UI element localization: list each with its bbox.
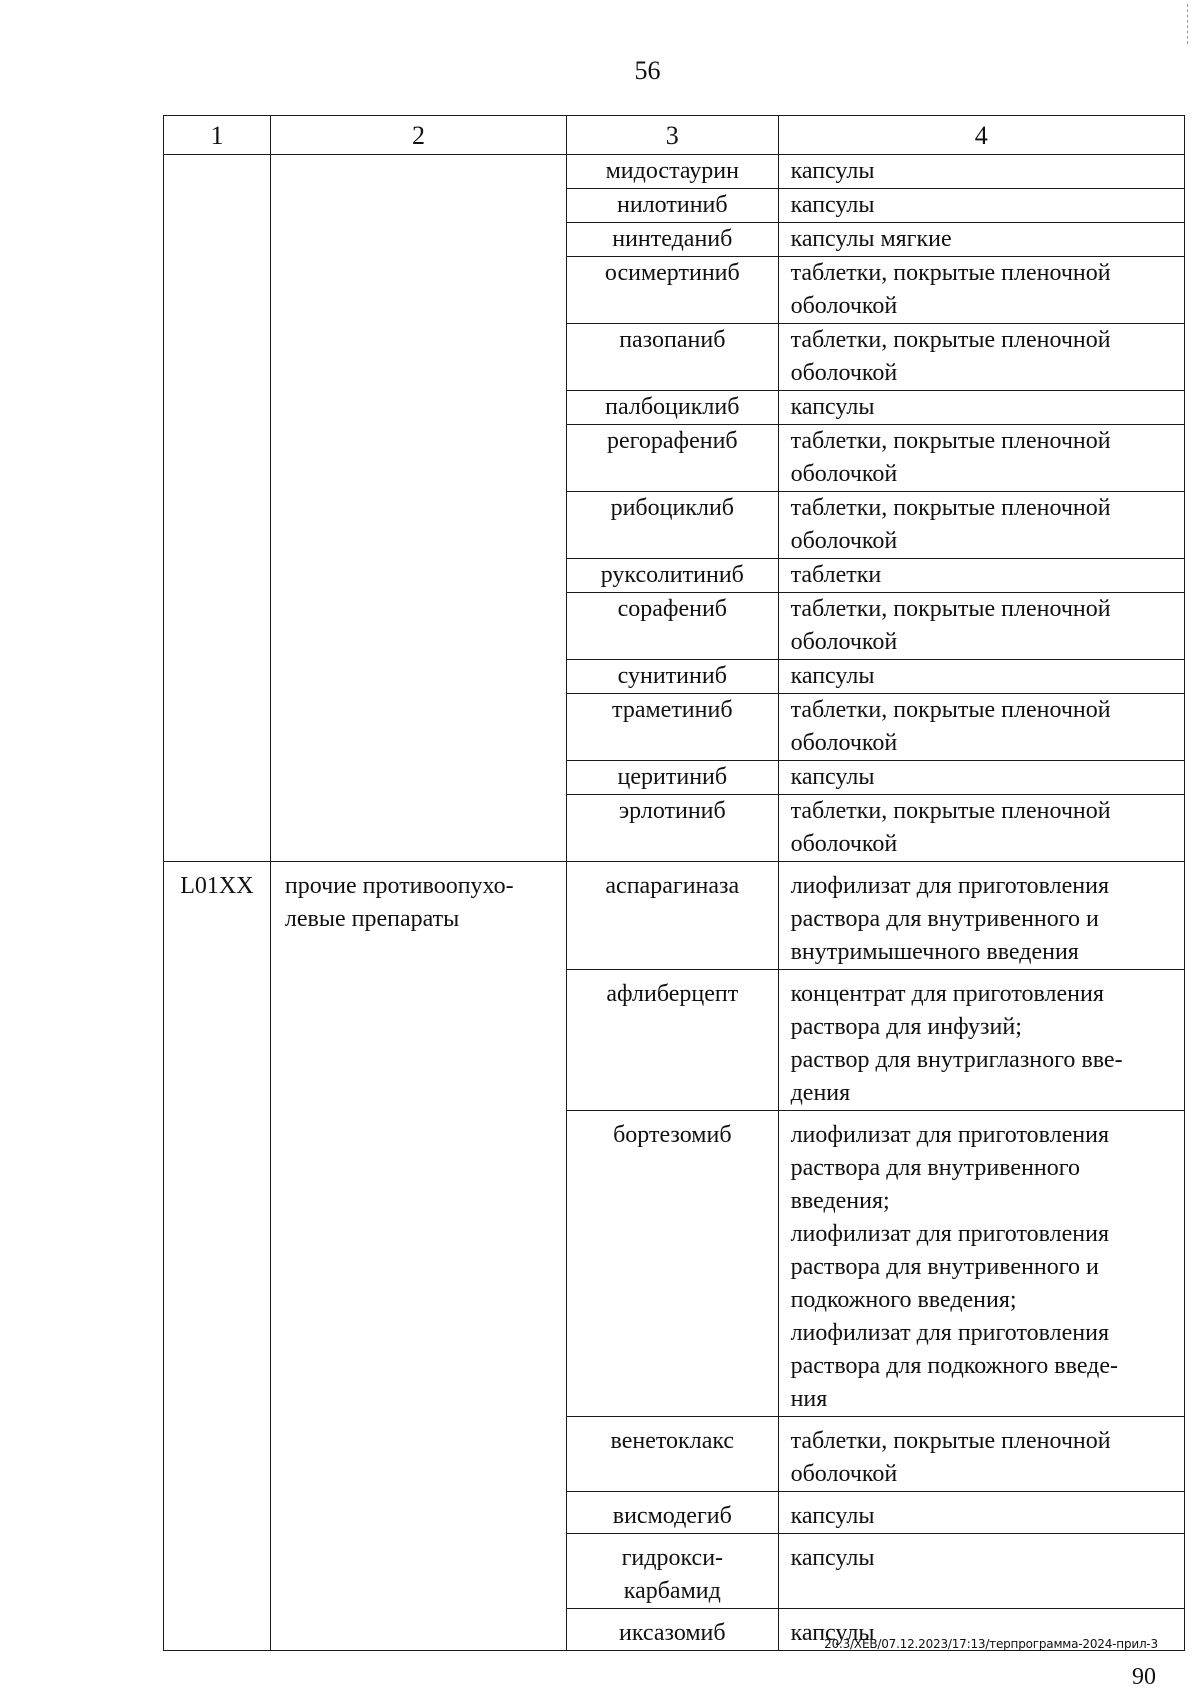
drug-table <box>163 115 1185 1651</box>
dosage-form-cell: капсулы <box>778 761 1184 795</box>
dosage-form-cell: капсулы мягкие <box>778 223 1184 257</box>
drug-name-cell: руксолитиниб <box>567 559 779 593</box>
column-header-2: 2 <box>270 116 566 155</box>
drug-name-cell: бортезомиб <box>567 1111 779 1417</box>
drug-name-cell: регорафениб <box>567 425 779 492</box>
drug-name-cell: траметиниб <box>567 694 779 761</box>
table-body <box>164 155 1185 1651</box>
drug-name-cell: нилотиниб <box>567 189 779 223</box>
drug-name-cell: нинтеданиб <box>567 223 779 257</box>
dosage-form-cell: лиофилизат для приготовления раствора для внутривенного и внутримышечного введения <box>778 862 1184 970</box>
dosage-form-cell: таблетки, покрытые пленочной оболочкой <box>778 593 1184 660</box>
dosage-form-cell: капсулы <box>778 189 1184 223</box>
drug-name-cell: аспарагиназа <box>567 862 779 970</box>
drug-name-cell: иксазомиб <box>567 1609 779 1651</box>
drug-name-cell: висмодегиб <box>567 1492 779 1534</box>
dosage-form-cell: лиофилизат для приготовления раствора для внутривенного введения; лиофилизат для приготовления раствора для внутривенного и подкожного введения; лиофилизат для приготовления раствора для подкожного введе- ния <box>778 1111 1184 1417</box>
column-header-4: 4 <box>778 116 1184 155</box>
column-header-3: 3 <box>567 116 779 155</box>
dosage-form-cell: капсулы <box>778 391 1184 425</box>
dosage-form-cell: таблетки, покрытые пленочной оболочкой <box>778 425 1184 492</box>
dosage-form-cell: таблетки, покрытые пленочной оболочкой <box>778 795 1184 862</box>
drug-name-cell: церитиниб <box>567 761 779 795</box>
group-name-cell <box>270 155 566 862</box>
dosage-form-cell: капсулы <box>778 1609 1184 1651</box>
atc-code-cell: L01XX <box>164 862 271 1651</box>
dosage-form-cell: таблетки, покрытые пленочной оболочкой <box>778 1417 1184 1492</box>
dosage-form-cell: капсулы <box>778 155 1184 189</box>
drug-name-cell: сорафениб <box>567 593 779 660</box>
column-header-1: 1 <box>164 116 271 155</box>
dosage-form-cell: таблетки <box>778 559 1184 593</box>
dosage-form-cell: таблетки, покрытые пленочной оболочкой <box>778 324 1184 391</box>
atc-code-cell <box>164 155 271 862</box>
dosage-form-cell: таблетки, покрытые пленочной оболочкой <box>778 257 1184 324</box>
drug-name-cell: пазопаниб <box>567 324 779 391</box>
drug-name-cell: афлиберцепт <box>567 970 779 1111</box>
group-name-cell: прочие противоопухо- левые препараты <box>270 862 566 1651</box>
dosage-form-cell: капсулы <box>778 660 1184 694</box>
dosage-form-cell: концентрат для приготовления раствора для инфузий; раствор для внутриглазного вве- дения <box>778 970 1184 1111</box>
table-row <box>164 155 1185 189</box>
drug-name-cell: эрлотиниб <box>567 795 779 862</box>
drug-name-cell: мидостаурин <box>567 155 779 189</box>
dosage-form-cell: капсулы <box>778 1534 1184 1609</box>
document-reference-code: 20.3/ХЕВ/07.12.2023/17:13/терпрограмма-2024-прил-3 <box>824 1637 1158 1651</box>
drug-name-cell: гидрокси- карбамид <box>567 1534 779 1609</box>
drug-name-cell: осимертиниб <box>567 257 779 324</box>
drug-name-cell: сунитиниб <box>567 660 779 694</box>
table-row <box>164 862 1185 970</box>
footer-page-number: 90 <box>1132 1664 1156 1690</box>
drug-name-cell: рибоциклиб <box>567 492 779 559</box>
dosage-form-cell: капсулы <box>778 1492 1184 1534</box>
dosage-form-cell: таблетки, покрытые пленочной оболочкой <box>778 492 1184 559</box>
page-number: 56 <box>634 56 661 85</box>
drug-name-cell: венетоклакс <box>567 1417 779 1492</box>
dosage-form-cell: таблетки, покрытые пленочной оболочкой <box>778 694 1184 761</box>
drug-name-cell: палбоциклиб <box>567 391 779 425</box>
scan-margin-mark <box>1187 4 1190 44</box>
table-header-row <box>164 116 1185 155</box>
